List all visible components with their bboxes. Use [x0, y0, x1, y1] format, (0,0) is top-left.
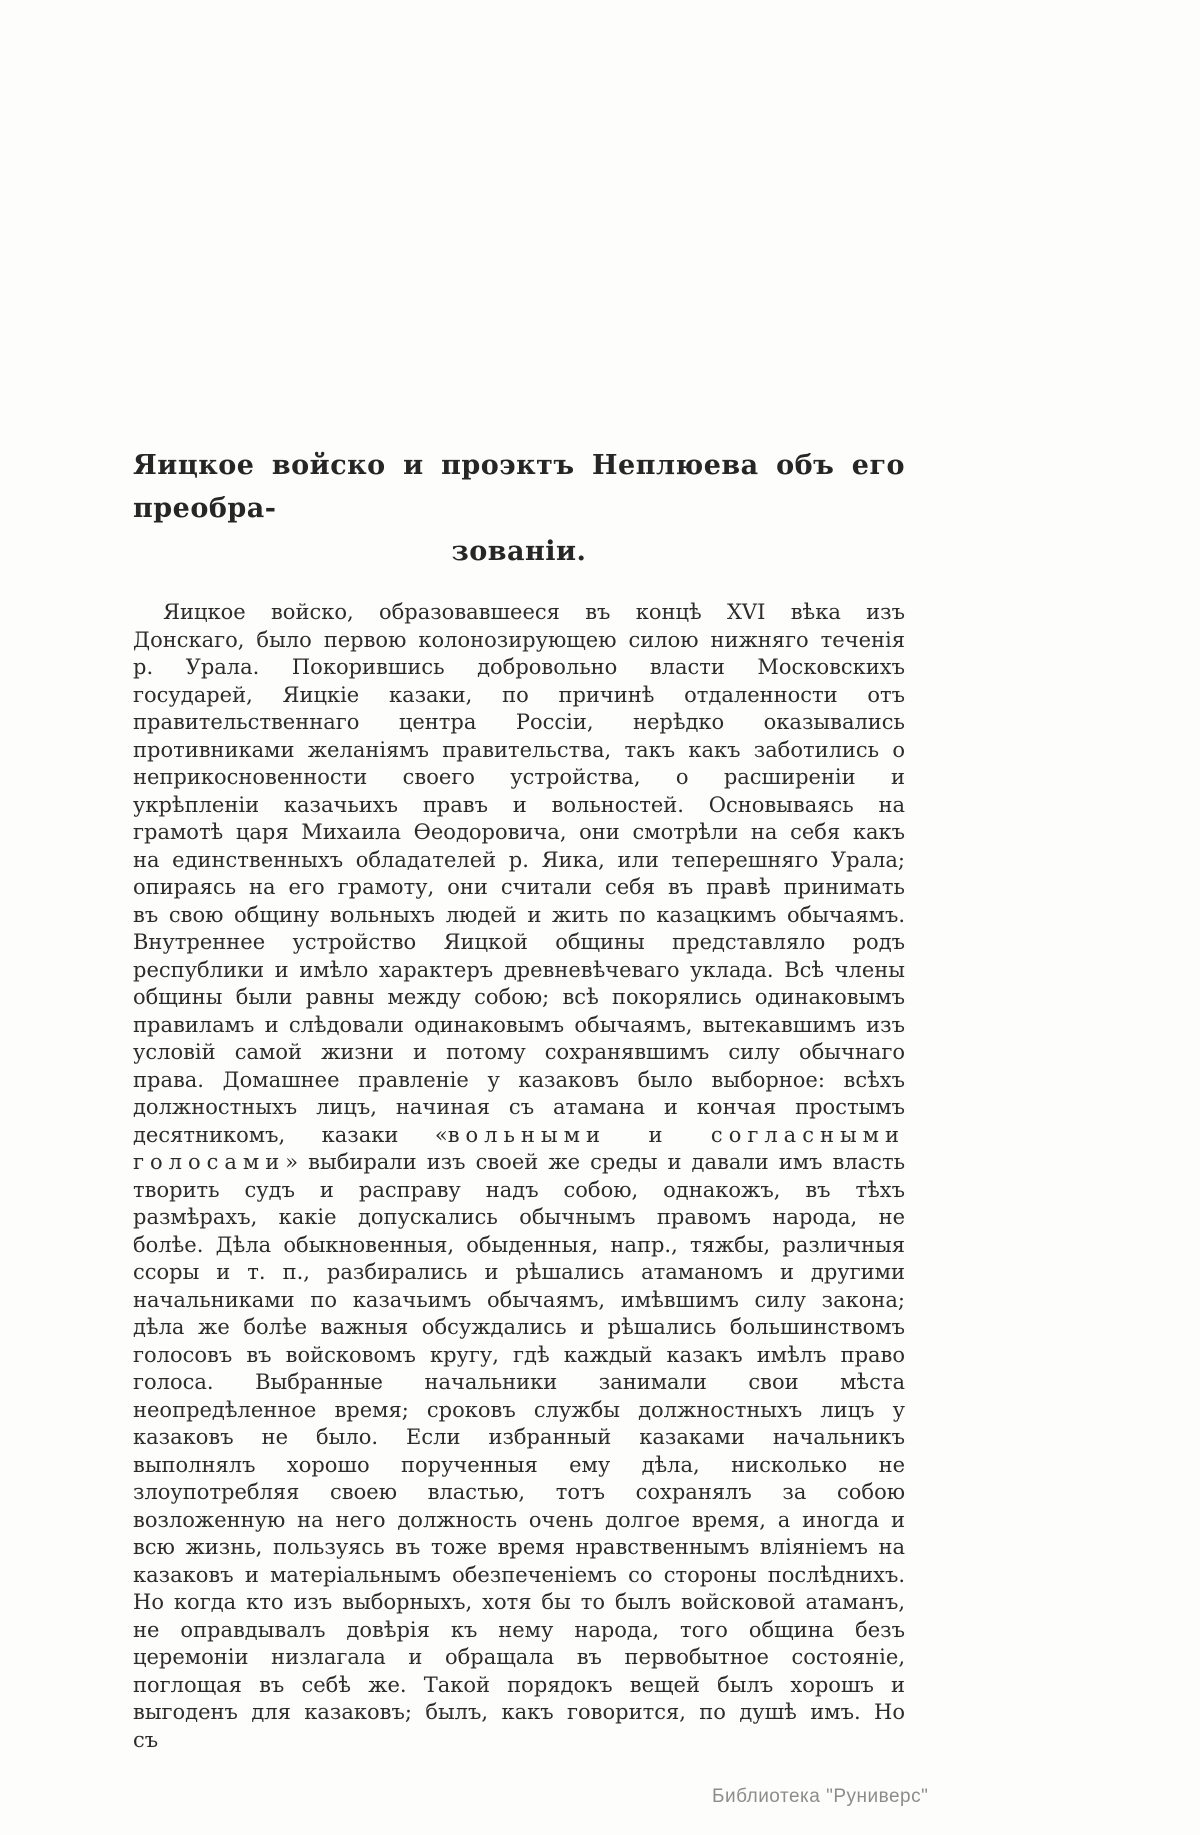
- library-watermark: Библиотека "Руниверс": [712, 1786, 929, 1807]
- body-paragraph: [133, 599, 905, 1754]
- article-title-line-2: зованіи.: [451, 536, 587, 567]
- article-title-line-1: Яицкое войско и проэктъ Неплюева объ его преобра-: [133, 450, 905, 524]
- article-title: [133, 444, 905, 573]
- text-block: [133, 444, 905, 1754]
- body-text-emphasized-phrase: вольными и согласными голосами: [133, 1122, 906, 1174]
- body-text-before-emphasis: Яицкое войско, образовавшееся въ концѣ XVI вѣка изъ Донскаго, было первою колонозирующею силою нижняго теченія р. Урала. Покорившись добровольно власти Московскихъ государей, Яицкіе казаки, по причинѣ отдаленности отъ правительственнаго центра Россіи, нерѣдко оказывались противниками желаніямъ правительства, такъ какъ заботились о неприкосновенности своего устройства, о расширеніи и укрѣпленіи казачьихъ правъ и вольностей. Основываясь на грамотѣ царя Михаила Ѳеодоровича, они смотрѣли на себя какъ на единственныхъ обладателей р. Яика, или теперешняго Урала; опираясь на его грамоту, они считали себя въ правѣ принимать въ свою общину вольныхъ людей и жить по казацкимъ обычаямъ. Внутреннее устройство Яицкой общины представляло родъ республики и имѣло характеръ древневѣчеваго уклада. Всѣ члены общины были равны между собою; всѣ покорялись одинаковымъ правиламъ и слѣдовали одинаковымъ обычаямъ, вытекавшимъ изъ условій самой жизни и потому сохранявшимъ силу обычнаго права. Домашнее правленіе у казаковъ было выборное: всѣхъ должностныхъ лицъ, начиная съ атамана и кончая простымъ десятникомъ, казаки «: [133, 600, 905, 1147]
- body-text-after-emphasis: » выбирали изъ своей же среды и давали имъ власть творить судъ и расправу надъ собою, однакожъ, въ тѣхъ размѣрахъ, какіе допускались обычнымъ правомъ народа, не болѣе. Дѣла обыкновенныя, обыденныя, напр., тяжбы, различныя ссоры и т. п., разбирались и рѣшались атаманомъ и другими начальниками по казачьимъ обычаямъ, имѣвшимъ силу закона; дѣла же болѣе важныя обсуждались и рѣшались большинствомъ голосовъ въ войсковомъ кругу, гдѣ каждый казакъ имѣлъ право голоса. Выбранные начальники занимали свои мѣста неопредѣленное время; сроковъ службы должностныхъ лицъ у казаковъ не было. Если избранный казаками начальникъ выполнялъ хорошо порученныя ему дѣла, нисколько не злоупотребляя своею властью, тотъ сохранялъ за собою возложенную на него должность очень долгое время, а иногда и всю жизнь, пользуясь въ тоже время нравственнымъ вліяніемъ на казаковъ и матеріальнымъ обезпеченіемъ со стороны послѣднихъ. Но когда кто изъ выборныхъ, хотя бы то былъ войсковой атаманъ, не оправдывалъ довѣрія къ нему народа, того община безъ церемоніи низлагала и обращала въ первобытное состояніе, поглощая въ себѣ же. Такой порядокъ вещей былъ хорошъ и выгоденъ для казаковъ; былъ, какъ говорится, по душѣ имъ. Но съ: [133, 1150, 905, 1752]
